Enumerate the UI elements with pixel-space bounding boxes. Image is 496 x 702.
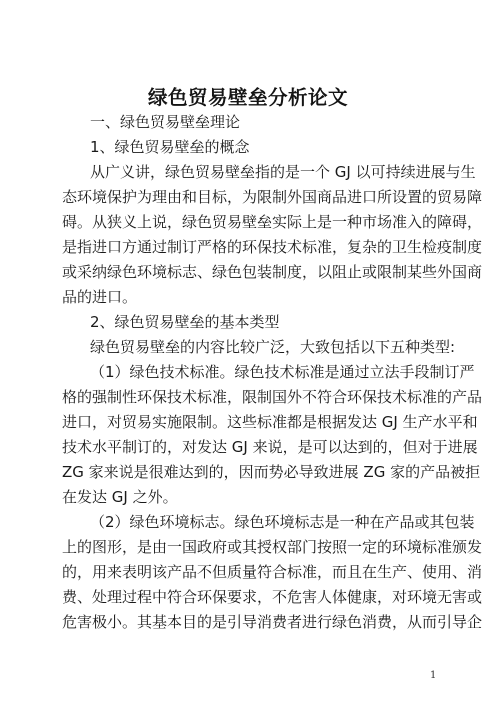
paragraph-line: （2）绿色环境标志。绿色环境标志是一种在产品或其包装	[90, 513, 475, 531]
paragraph-line: ZG 家来说是很难达到的，因而势必导致进展 ZG 家的产品被拒	[62, 463, 481, 481]
paragraph-line: 在发达 GJ 之外。	[62, 488, 178, 506]
paragraph-line: 的，用来表明该产品不但质量符合标准，而且在生产、使用、消	[62, 563, 483, 581]
section-heading-1: 一、绿色贸易壁垒理论	[90, 113, 241, 131]
paragraph-line: 危害极小。其基本目的是引导消费者进行绿色消费，从而引导企	[62, 613, 483, 631]
paragraph-line: 技术水平制订的，对发达 GJ 来说，是可以达到的，但对于进展	[62, 438, 478, 456]
paragraph-line: （1）绿色技术标准。绿色技术标准是通过立法手段制订严	[90, 363, 475, 381]
paragraph-line: 进口，对贸易实施限制。这些标准都是根据发达 GJ 生产水平和	[62, 413, 478, 431]
paragraph-line: 上的图形，是由一国政府或其授权部门按照一定的环境标准颁发	[62, 538, 483, 556]
paragraph-line: 碍。从狭义上说，绿色贸易壁垒实际上是一种市场准入的障碍，	[62, 213, 483, 231]
document-title: 绿色贸易壁垒分析论文	[147, 86, 348, 109]
paragraph-line: 品的进口。	[62, 288, 138, 306]
paragraph-line: 绿色贸易壁垒的内容比较广泛，大致包括以下五种类型:	[90, 338, 456, 356]
subsection-heading-1-2: 2、绿色贸易壁垒的基本类型	[90, 313, 280, 331]
paragraph-line: 是指进口方通过制订严格的环保技术标准，复杂的卫生检疫制度	[62, 238, 483, 256]
paragraph-line: 或采纳绿色环境标志、绿色包装制度，以阻止或限制某些外国商	[62, 263, 483, 281]
paragraph-line: 格的强制性环保技术标准，限制国外不符合环保技术标准的产品	[62, 388, 483, 406]
page-number: 1	[430, 670, 437, 681]
paragraph-line: 费、处理过程中符合环保要求，不危害人体健康，对环境无害或	[62, 588, 483, 606]
subsection-heading-1-1: 1、绿色贸易壁垒的概念	[90, 138, 250, 156]
paragraph-line: 从广义讲，绿色贸易壁垒指的是一个 GJ 以可持续进展与生	[90, 163, 476, 181]
paragraph-line: 态环境保护为理由和目标，为限制外国商品进口所设置的贸易障	[62, 188, 483, 206]
